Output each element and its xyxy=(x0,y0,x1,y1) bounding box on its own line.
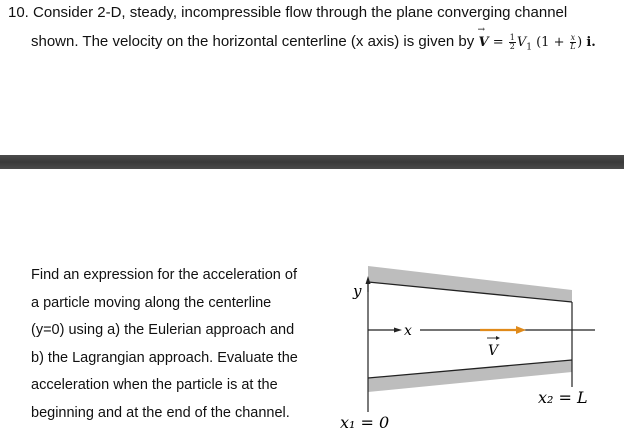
x-axis-arrowhead xyxy=(394,328,402,333)
paragraph-line-2: a particle moving along the centerline xyxy=(31,294,272,311)
eq-unit-vector: i. xyxy=(586,35,596,50)
divider-bar xyxy=(0,155,624,169)
x-numerator: x xyxy=(570,33,576,42)
question-line-1 xyxy=(8,4,567,21)
eq-open: (1 + xyxy=(536,35,565,50)
half-denominator: 2 xyxy=(509,42,515,51)
eq-V1: V xyxy=(516,35,527,50)
top-wall xyxy=(368,266,572,302)
velocity-equation xyxy=(478,33,596,53)
eq-equals: = xyxy=(492,35,504,50)
x1-label: x₁ = 0 xyxy=(340,413,390,432)
question-text-1: Consider 2-D, steady, incompressible flow through the plane converging channel xyxy=(33,4,568,21)
velocity-vector: → V xyxy=(478,35,488,50)
paragraph-line-6: beginning and at the end of the channel. xyxy=(31,404,290,421)
paragraph-line-3: (y=0) using a) the Eulerian approach and xyxy=(31,322,295,338)
x-over-L-fraction xyxy=(570,34,577,51)
velocity-arrowhead xyxy=(516,326,526,334)
paragraph-line-1: Find an expression for the acceleration of xyxy=(31,267,297,283)
problem-paragraph xyxy=(31,262,341,427)
half-fraction xyxy=(509,34,516,51)
eq-close: ) xyxy=(577,35,583,50)
velocity-label: V xyxy=(488,343,499,359)
paragraph-line-5: acceleration when the particle is at the xyxy=(31,377,278,393)
question-text-2: shown. The velocity on the horizontal centerline (x axis) is given by xyxy=(31,33,475,50)
paragraph-line-4: b) the Lagrangian approach. Evaluate the xyxy=(31,349,298,366)
x2-label: x₂ = L xyxy=(538,388,588,407)
L-denominator: L xyxy=(570,42,576,51)
y-axis-label: y xyxy=(353,282,362,300)
question-number: 10. xyxy=(8,4,29,21)
channel-figure xyxy=(340,262,620,442)
velocity-label-overbar-tip xyxy=(496,336,500,340)
eq-V1-sub: 1 xyxy=(526,42,532,53)
question-line-2 xyxy=(31,33,596,53)
x-axis-label: x xyxy=(404,323,412,339)
half-numerator: 1 xyxy=(509,33,515,42)
